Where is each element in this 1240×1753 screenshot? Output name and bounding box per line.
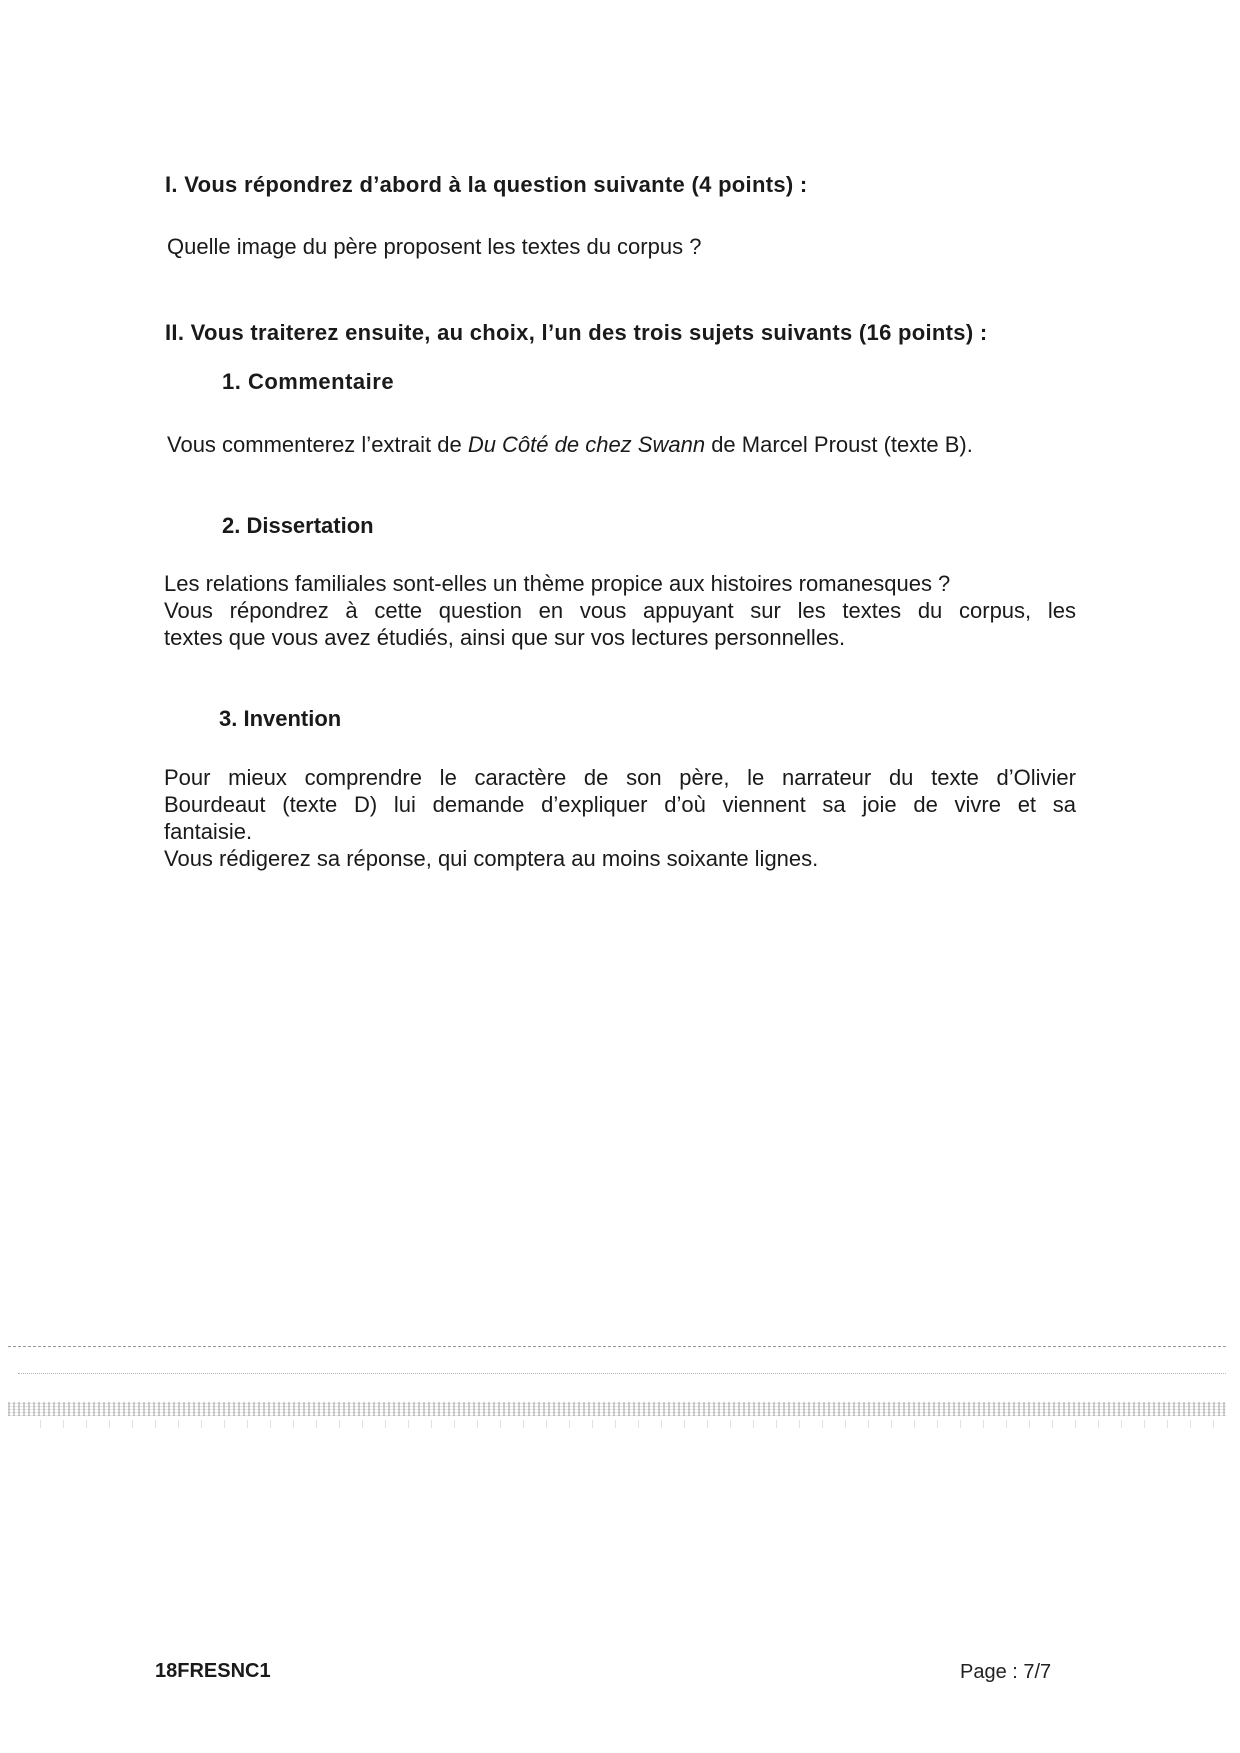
invention-title: 3. Invention xyxy=(219,706,342,731)
commentaire-text-before: Vous commenterez l’extrait de xyxy=(167,432,468,457)
commentaire-title xyxy=(222,369,394,395)
commentaire-text-after: de Marcel Proust (texte B). xyxy=(705,432,973,457)
scan-artifact-line xyxy=(8,1346,1226,1347)
invention-line-4: Vous rédigerez sa réponse, qui comptera au moins soixante lignes. xyxy=(164,846,819,871)
dissertation-title: 2. Dissertation xyxy=(222,513,374,538)
footer-code: 18FRESNC1 xyxy=(155,1660,271,1682)
scan-artifact-band xyxy=(8,1402,1226,1416)
commentaire-text xyxy=(167,432,973,458)
question-text: Quelle image du père proposent les textes du corpus ? xyxy=(167,234,702,259)
invention-line-2: Bourdeaut (texte D) lui demande d’expliquer d’où viennent sa joie de vivre et sa xyxy=(164,792,1076,817)
dissertation-line-3: textes que vous avez étudiés, ainsi que sur vos lectures personnelles. xyxy=(164,625,846,650)
question-heading: I. Vous répondrez d’abord à la question suivante (4 points) : xyxy=(165,172,808,197)
dissertation-line-2: Vous répondrez à cette question en vous appuyant sur les textes du corpus, les xyxy=(164,598,1076,623)
commentaire-work-title: Du Côté de chez Swann xyxy=(467,432,706,457)
subjects-heading: II. Vous traiterez ensuite, au choix, l’un des trois sujets suivants (16 points) : xyxy=(165,320,988,345)
scan-artifact-dotted-line xyxy=(18,1373,1226,1374)
footer-page-number: Page : 7/7 xyxy=(960,1661,1052,1683)
invention-line-1: Pour mieux comprendre le caractère de son père, le narrateur du texte d’Olivier xyxy=(164,765,1076,790)
scan-artifact-specks xyxy=(40,1420,1220,1428)
dissertation-line-1: Les relations familiales sont-elles un thème propice aux histoires romanesques ? xyxy=(164,571,951,596)
invention-text xyxy=(164,764,1076,872)
invention-line-3: fantaisie. xyxy=(164,819,253,844)
commentaire-title-text: 1. Commentaire xyxy=(222,369,395,394)
dissertation-text xyxy=(164,570,1076,651)
